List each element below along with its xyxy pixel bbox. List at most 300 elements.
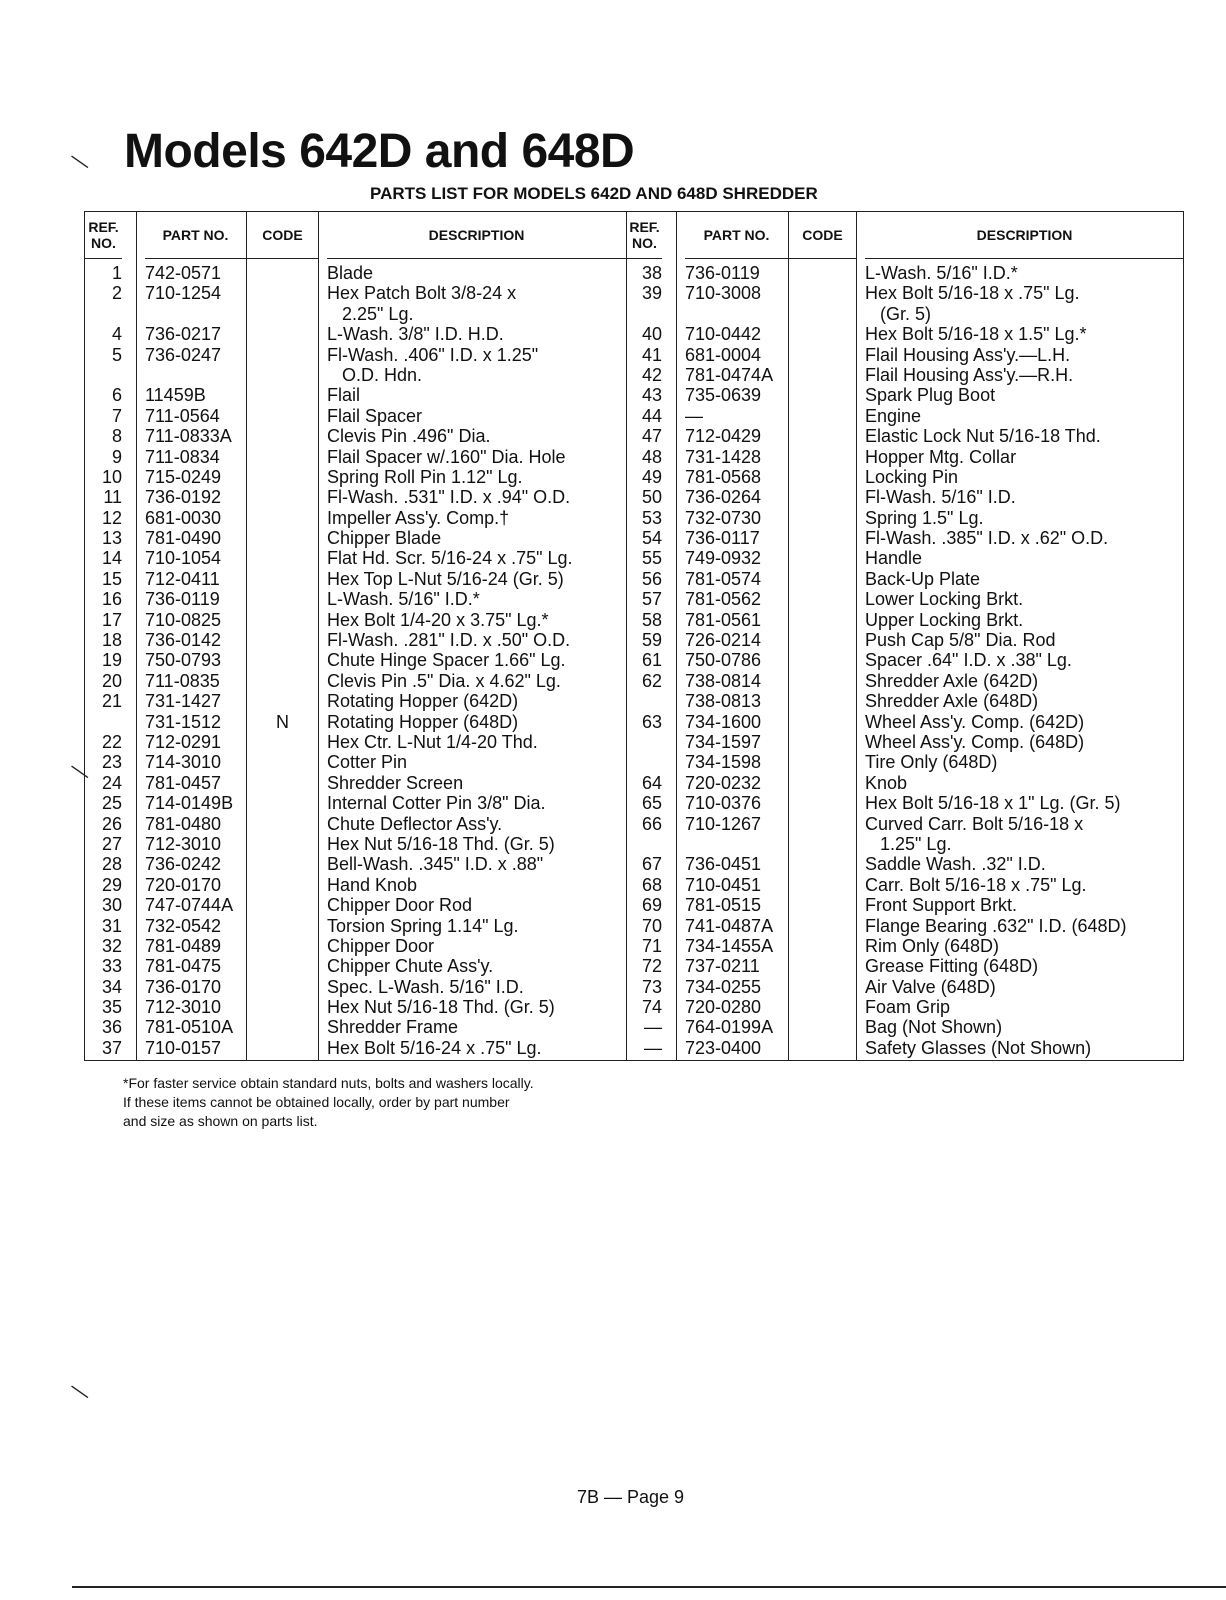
cell-ref-no: 21	[101, 691, 122, 712]
cell-part-no: 710-1054	[145, 548, 222, 569]
cell-part-no: 714-3010	[145, 752, 222, 773]
cell-ref-no: 37	[101, 1037, 122, 1058]
cell-code	[789, 426, 856, 446]
cell-description: Spark Plug Boot	[865, 385, 996, 406]
cell-code	[247, 1017, 318, 1037]
cell-ref-no: 50	[641, 487, 662, 508]
cell-code	[789, 956, 856, 976]
description-header: DESCRIPTION	[865, 212, 1184, 259]
cell-part-no: 710-0825	[145, 609, 222, 630]
cell-description: Torsion Spring 1.14" Lg.	[327, 915, 519, 936]
cell-ref-no: 16	[101, 589, 122, 610]
cell-code	[789, 834, 856, 854]
cell-ref-no: 69	[641, 895, 662, 916]
cell-description: 1.25" Lg.	[865, 833, 952, 854]
cell-description: Air Valve (648D)	[865, 976, 996, 997]
cell-part-no: 764-0199A	[685, 1017, 774, 1038]
cell-ref-no: 47	[641, 426, 662, 447]
cell-code	[789, 508, 856, 528]
cell-code	[247, 671, 318, 691]
cell-code	[247, 589, 318, 609]
cell-description: Spec. L-Wash. 5/16" I.D.	[327, 976, 524, 997]
cell-description: Fl-Wash. .531" I.D. x .94" O.D.	[327, 487, 571, 508]
cell-ref-no	[627, 752, 662, 772]
cell-code	[247, 650, 318, 670]
cell-ref-no: 29	[101, 874, 122, 895]
cell-part-no: 711-0834	[145, 446, 220, 467]
cell-description: Flail	[327, 385, 361, 406]
cell-ref-no: 19	[101, 650, 122, 671]
cell-description: Impeller Ass'y. Comp.†	[327, 507, 510, 528]
cell-ref-no: 42	[641, 364, 662, 385]
cell-description: Flail Spacer w/.160" Dia. Hole	[327, 446, 566, 467]
cell-code	[789, 977, 856, 997]
cell-description: Tire Only (648D)	[865, 752, 998, 773]
cell-part-no: 781-0490	[145, 528, 222, 549]
cell-description: Spring Roll Pin 1.12" Lg.	[327, 466, 523, 487]
cell-part-no: 720-0232	[685, 772, 762, 793]
cell-code	[247, 365, 318, 385]
cell-ref-no: 12	[101, 507, 122, 528]
cell-code	[789, 854, 856, 874]
cell-code	[789, 875, 856, 895]
cell-code	[247, 752, 318, 772]
cell-code	[789, 712, 856, 732]
cell-description: Clevis Pin .5" Dia. x 4.62" Lg.	[327, 670, 561, 691]
cell-part-no: 711-0564	[145, 405, 220, 426]
cell-description: Hand Knob	[327, 874, 418, 895]
cell-description: Hex Nut 5/16-18 Thd. (Gr. 5)	[327, 997, 555, 1018]
cell-code	[247, 610, 318, 630]
cell-part-no: 726-0214	[685, 630, 762, 651]
cell-ref-no: 44	[641, 405, 662, 426]
cell-description: Chute Hinge Spacer 1.66" Lg.	[327, 650, 566, 671]
cell-description: Flail Housing Ass'y.—L.H.	[865, 344, 1071, 365]
part-header: PART NO.	[145, 212, 246, 259]
cell-ref-no: 2	[111, 283, 122, 304]
cell-ref-no: 10	[101, 466, 122, 487]
cell-part-no: 734-1455A	[685, 935, 774, 956]
cell-description: Rotating Hopper (642D)	[327, 691, 519, 712]
cell-description: Shredder Axle (642D)	[865, 670, 1039, 691]
cell-ref-no: 32	[101, 935, 122, 956]
cell-code	[789, 365, 856, 385]
cell-ref-no: 70	[641, 915, 662, 936]
cell-part-no: 736-0247	[145, 344, 222, 365]
cell-ref-no	[627, 834, 662, 854]
cell-description: Fl-Wash. .385" I.D. x .62" O.D.	[865, 528, 1109, 549]
cell-code	[789, 345, 856, 365]
cell-ref-no: —	[644, 1017, 662, 1038]
cell-ref-no: 64	[641, 772, 662, 793]
cell-code	[789, 793, 856, 813]
cell-part-no: 781-0515	[685, 895, 762, 916]
page-number: 7B — Page 9	[577, 1487, 685, 1507]
cell-description: Fl-Wash. .281" I.D. x .50" O.D.	[327, 630, 571, 651]
cell-ref-no: 56	[641, 568, 662, 589]
cell-code	[247, 487, 318, 507]
cell-ref-no: 33	[101, 956, 122, 977]
cell-description: Upper Locking Brkt.	[865, 609, 1024, 630]
cell-description: Elastic Lock Nut 5/16-18 Thd.	[865, 426, 1101, 447]
cell-part-no: 681-0004	[685, 344, 762, 365]
cell-code	[789, 1017, 856, 1037]
cell-part-no: 681-0030	[145, 507, 222, 528]
cell-code	[789, 752, 856, 772]
cell-ref-no: 17	[101, 609, 122, 630]
cell-description: Hex Bolt 5/16-18 x 1" Lg. (Gr. 5)	[865, 793, 1121, 814]
cell-ref-no	[85, 365, 122, 385]
cell-description: Spacer .64" I.D. x .38" Lg.	[865, 650, 1072, 671]
cell-code	[247, 773, 318, 793]
cell-ref-no: —	[644, 1037, 662, 1058]
cell-code	[247, 691, 318, 711]
cell-part-no: 734-1597	[685, 731, 762, 752]
cell-ref-no: 66	[641, 813, 662, 834]
cell-ref-no: 6	[111, 385, 122, 406]
cell-part-no: 714-0149B	[145, 793, 234, 814]
cell-part-no: 712-0429	[685, 426, 762, 447]
cell-part-no: 710-0451	[685, 874, 762, 895]
cell-ref-no: 24	[101, 772, 122, 793]
cell-code	[247, 895, 318, 915]
cell-code	[789, 732, 856, 752]
cell-code	[247, 732, 318, 752]
cell-description: Flail Spacer	[327, 405, 423, 426]
cell-code	[789, 814, 856, 834]
cell-description: Handle	[865, 548, 923, 569]
cell-description: Hex Bolt 5/16-24 x .75" Lg.	[327, 1037, 542, 1058]
cell-part-no: 741-0487A	[685, 915, 774, 936]
cell-description: Hex Bolt 5/16-18 x .75" Lg.	[865, 283, 1080, 304]
cell-ref-no: 20	[101, 670, 122, 691]
cell-code	[247, 977, 318, 997]
cell-code	[247, 447, 318, 467]
cell-code	[789, 548, 856, 568]
cell-description: Chipper Door Rod	[327, 895, 473, 916]
cell-description: Push Cap 5/8" Dia. Rod	[865, 630, 1056, 651]
cell-ref-no: 48	[641, 446, 662, 467]
cell-code	[789, 997, 856, 1017]
cell-code	[247, 385, 318, 405]
cell-description: Foam Grip	[865, 997, 951, 1018]
part-header: PART NO.	[685, 212, 788, 259]
cell-ref-no: 62	[641, 670, 662, 691]
cell-description: L-Wash. 3/8" I.D. H.D.	[327, 324, 504, 345]
cell-part-no: 712-0291	[145, 731, 222, 752]
cell-code	[247, 569, 318, 589]
cell-code	[247, 345, 318, 365]
cell-part-no: 750-0786	[685, 650, 762, 671]
cell-code	[789, 447, 856, 467]
cell-part-no: 735-0639	[685, 385, 762, 406]
cell-part-no: 736-0451	[685, 854, 762, 875]
cell-part-no: 781-0489	[145, 935, 222, 956]
cell-part-no: 715-0249	[145, 466, 222, 487]
cell-ref-no: 26	[101, 813, 122, 834]
cell-part-no: 781-0568	[685, 466, 762, 487]
cell-description: Bell-Wash. .345" I.D. x .88"	[327, 854, 544, 875]
cell-ref-no: 25	[101, 793, 122, 814]
cell-part-no: 734-1598	[685, 752, 762, 773]
cell-code	[789, 263, 856, 283]
cell-code	[789, 467, 856, 487]
cell-description: Shredder Frame	[327, 1017, 459, 1038]
footnote-line: *For faster service obtain standard nuts, bolts and washers locally.	[123, 1075, 534, 1091]
footnote-line: If these items cannot be obtained locally, order by part number	[123, 1094, 510, 1110]
cell-description: Chipper Chute Ass'y.	[327, 956, 494, 977]
cell-code	[247, 283, 318, 303]
cell-ref-no: 35	[101, 997, 122, 1018]
margin-tick-mark: —	[65, 146, 95, 176]
cell-description: Internal Cotter Pin 3/8" Dia.	[327, 793, 546, 814]
ref-header: REF. NO.	[85, 212, 122, 259]
cell-code	[247, 467, 318, 487]
cell-code	[789, 936, 856, 956]
cell-description: Chute Deflector Ass'y.	[327, 813, 503, 834]
table-title: PARTS LIST FOR MODELS 642D AND 648D SHREDDER	[370, 184, 818, 203]
cell-code	[247, 528, 318, 548]
cell-part-no: 736-0170	[145, 976, 222, 997]
cell-part-no: 711-0835	[145, 670, 220, 691]
cell-ref-no: 18	[101, 630, 122, 651]
cell-code	[789, 385, 856, 405]
description-column	[857, 212, 1184, 1060]
cell-code	[789, 773, 856, 793]
cell-part-no: 732-0542	[145, 915, 222, 936]
cell-ref-no	[627, 732, 662, 752]
cell-code	[789, 528, 856, 548]
cell-ref-no: 14	[101, 548, 122, 569]
cell-part-no: 711-0833A	[145, 426, 232, 447]
cell-code	[247, 814, 318, 834]
cell-ref-no: 13	[101, 528, 122, 549]
cell-description: Hex Patch Bolt 3/8-24 x	[327, 283, 517, 304]
cell-code	[247, 834, 318, 854]
cell-ref-no: 36	[101, 1017, 122, 1038]
cell-description: Wheel Ass'y. Comp. (648D)	[865, 731, 1085, 752]
cell-part-no: 781-0574	[685, 568, 762, 589]
cell-part-no: 734-1600	[685, 711, 762, 732]
cell-description: Flange Bearing .632" I.D. (648D)	[865, 915, 1127, 936]
cell-ref-no: 31	[101, 915, 122, 936]
cell-part-no: 738-0813	[685, 691, 762, 712]
cell-description: 2.25" Lg.	[327, 303, 414, 324]
cell-ref-no: 41	[641, 344, 662, 365]
cell-ref-no: 55	[641, 548, 662, 569]
cell-part-no: 742-0571	[145, 263, 222, 283]
cell-ref-no: 1	[111, 263, 122, 283]
cell-part-no: 736-0217	[145, 324, 222, 345]
cell-description: Hex Bolt 5/16-18 x 1.5" Lg.*	[865, 324, 1087, 345]
cell-description: Hex Ctr. L-Nut 1/4-20 Thd.	[327, 731, 538, 752]
cell-ref-no: 54	[641, 528, 662, 549]
cell-description: Blade	[327, 263, 374, 283]
cell-part-no: 749-0932	[685, 548, 762, 569]
cell-description: Front Support Brkt.	[865, 895, 1018, 916]
cell-ref-no: 67	[641, 854, 662, 875]
cell-description: (Gr. 5)	[865, 303, 932, 324]
cell-ref-no: 40	[641, 324, 662, 345]
cell-ref-no: 49	[641, 466, 662, 487]
cell-code	[247, 875, 318, 895]
cell-ref-no: 27	[101, 833, 122, 854]
cell-part-no: 736-0264	[685, 487, 762, 508]
parts-table-right-half	[627, 212, 1184, 1060]
cell-ref-no: 8	[111, 426, 122, 447]
cell-ref-no: 39	[641, 283, 662, 304]
cell-part-no: 736-0142	[145, 630, 222, 651]
cell-part-no: 736-0119	[145, 589, 220, 610]
cell-part-no	[145, 365, 246, 385]
cell-ref-no: 43	[641, 385, 662, 406]
cell-part-no: 734-0255	[685, 976, 762, 997]
cell-code	[247, 630, 318, 650]
cell-part-no: 720-0280	[685, 997, 762, 1018]
margin-tick-mark: —	[65, 756, 95, 786]
code-header: CODE	[789, 212, 856, 259]
cell-description: Hopper Mtg. Collar	[865, 446, 1017, 467]
cell-code	[247, 426, 318, 446]
cell-code	[247, 548, 318, 568]
ref-column	[85, 212, 137, 1060]
cell-part-no: 710-0376	[685, 793, 762, 814]
cell-part-no: 712-3010	[145, 833, 222, 854]
cell-ref-no	[627, 304, 662, 324]
cell-part-no: 738-0814	[685, 670, 762, 691]
cell-code	[247, 956, 318, 976]
cell-part-no: —	[685, 405, 703, 426]
cell-ref-no: 15	[101, 568, 122, 589]
cell-ref-no	[85, 304, 122, 324]
cell-code	[789, 589, 856, 609]
cell-description: Knob	[865, 772, 908, 793]
cell-part-no: 736-0242	[145, 854, 222, 875]
cell-description: Bag (Not Shown)	[865, 1017, 1003, 1038]
page-title: Models 642D and 648D	[124, 125, 635, 178]
cell-description: Engine	[865, 405, 922, 426]
cell-description: Spring 1.5" Lg.	[865, 507, 984, 528]
footnote-line: and size as shown on parts list.	[123, 1113, 318, 1129]
cell-ref-no: 61	[641, 650, 662, 671]
ref-header: REF. NO.	[627, 212, 662, 259]
cell-description: Chipper Blade	[327, 528, 442, 549]
cell-code	[247, 1038, 318, 1058]
cell-ref-no: 23	[101, 752, 122, 773]
cell-ref-no: 11	[103, 487, 122, 508]
cell-code	[247, 508, 318, 528]
cell-code	[789, 610, 856, 630]
code-column	[789, 212, 857, 1060]
cell-part-no: 737-0211	[685, 956, 760, 977]
cell-part-no: 720-0170	[145, 874, 222, 895]
cell-ref-no: 4	[111, 324, 122, 345]
cell-code	[789, 569, 856, 589]
code-column	[247, 212, 319, 1060]
cell-part-no: 710-0157	[145, 1037, 222, 1058]
cell-part-no: 781-0457	[145, 772, 222, 793]
parts-table-left-half	[85, 212, 627, 1060]
cell-ref-no: 73	[641, 976, 662, 997]
cell-description: Hex Top L-Nut 5/16-24 (Gr. 5)	[327, 568, 564, 589]
cell-description: L-Wash. 5/16" I.D.*	[327, 589, 480, 610]
cell-part-no: 747-0744A	[145, 895, 234, 916]
cell-code	[789, 406, 856, 426]
cell-code: N	[276, 711, 289, 732]
margin-tick-mark: —	[65, 1376, 95, 1406]
cell-code	[247, 263, 318, 283]
cell-description: Grease Fitting (648D)	[865, 956, 1039, 977]
cell-description: Flat Hd. Scr. 5/16-24 x .75" Lg.	[327, 548, 573, 569]
cell-part-no: 750-0793	[145, 650, 222, 671]
cell-ref-no: 28	[101, 854, 122, 875]
description-column	[319, 212, 626, 1060]
cell-ref-no: 38	[641, 263, 662, 283]
cell-code	[247, 793, 318, 813]
ref-column	[627, 212, 677, 1060]
cell-part-no: 736-0117	[685, 528, 760, 549]
cell-ref-no: 74	[641, 997, 662, 1018]
cell-description: Hex Bolt 1/4-20 x 3.75" Lg.*	[327, 609, 549, 630]
cell-description: Chipper Door	[327, 935, 435, 956]
cell-part-no: 781-0480	[145, 813, 222, 834]
cell-description: Wheel Ass'y. Comp. (642D)	[865, 711, 1085, 732]
cell-description: Hex Nut 5/16-18 Thd. (Gr. 5)	[327, 833, 555, 854]
cell-part-no: 710-3008	[685, 283, 762, 304]
cell-part-no: 731-1428	[685, 446, 762, 467]
cell-description: Shredder Screen	[327, 772, 464, 793]
cell-part-no	[145, 304, 246, 324]
cell-ref-no: 65	[641, 793, 662, 814]
part-column	[677, 212, 789, 1060]
part-column	[137, 212, 247, 1060]
cell-code	[789, 650, 856, 670]
cell-ref-no: 59	[641, 630, 662, 651]
cell-part-no: 710-1267	[685, 813, 762, 834]
cell-description: Curved Carr. Bolt 5/16-18 x	[865, 813, 1084, 834]
cell-ref-no: 7	[111, 405, 122, 426]
cell-code	[789, 916, 856, 936]
cell-description: Carr. Bolt 5/16-18 x .75" Lg.	[865, 874, 1087, 895]
cell-ref-no: 22	[101, 731, 122, 752]
cell-description: Back-Up Plate	[865, 568, 981, 589]
cell-description: L-Wash. 5/16" I.D.*	[865, 263, 1018, 283]
cell-code	[789, 691, 856, 711]
cell-code	[247, 854, 318, 874]
cell-part-no: 781-0510A	[145, 1017, 234, 1038]
cell-code	[247, 916, 318, 936]
cell-part-no: 712-0411	[145, 568, 220, 589]
cell-part-no	[685, 304, 788, 324]
cell-description: Fl-Wash. .406" I.D. x 1.25"	[327, 344, 539, 365]
cell-description: Clevis Pin .496" Dia.	[327, 426, 491, 447]
cell-description: Safety Glasses (Not Shown)	[865, 1037, 1092, 1058]
cell-ref-no: 34	[101, 976, 122, 997]
cell-code	[247, 324, 318, 344]
cell-description: Rotating Hopper (648D)	[327, 711, 519, 732]
cell-ref-no: 68	[641, 874, 662, 895]
cell-ref-no: 30	[101, 895, 122, 916]
cell-description: Shredder Axle (648D)	[865, 691, 1039, 712]
parts-table	[84, 211, 1184, 1061]
cell-code	[247, 406, 318, 426]
cell-code	[789, 1038, 856, 1058]
cell-ref-no: 9	[111, 446, 122, 467]
cell-description: Saddle Wash. .32" I.D.	[865, 854, 1046, 875]
cell-code	[789, 304, 856, 324]
cell-part-no: 731-1427	[145, 691, 222, 712]
cell-description: Cotter Pin	[327, 752, 408, 773]
